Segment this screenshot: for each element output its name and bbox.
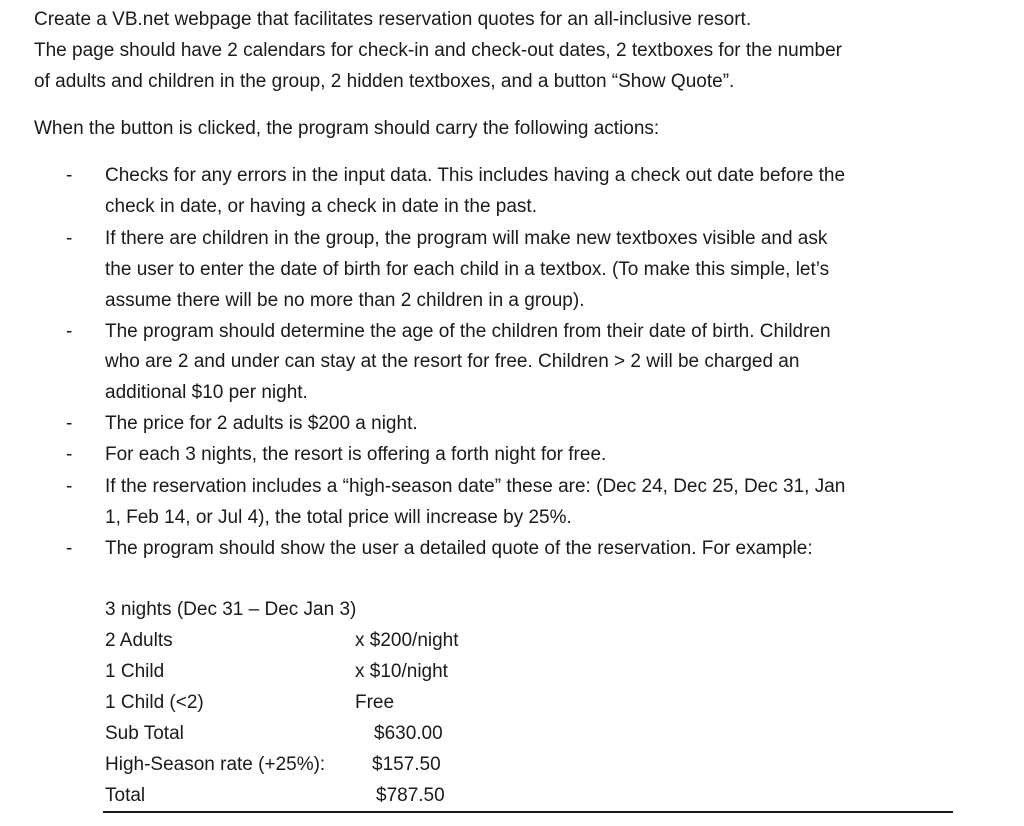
quote-row-value: x $200/night (355, 630, 459, 651)
bullet-1-line-1: Checks for any errors in the input data. This includes having a check out date before the (105, 165, 846, 186)
bullet-3-line-3: additional $10 per night. (105, 382, 308, 403)
bullet-marker: - (66, 413, 73, 434)
quote-header: 3 nights (Dec 31 – Dec Jan 3) (105, 599, 357, 620)
bullet-1-line-2: check in date, or having a check in date in the past. (105, 196, 537, 217)
bullet-3-line-2: who are 2 and under can stay at the resort for free. Children > 2 will be charged an (105, 351, 800, 372)
bullet-marker: - (66, 321, 73, 342)
quote-row-label: High-Season rate (+25%): (105, 754, 326, 775)
bullet-marker: - (66, 165, 73, 186)
intro-line-2: The page should have 2 calendars for check-in and check-out dates, 2 textboxes for the number (34, 40, 842, 61)
bullet-3-line-1: The program should determine the age of the children from their date of birth. Children (105, 321, 831, 342)
bullet-5-line-1: For each 3 nights, the resort is offering a forth night for free. (105, 444, 607, 465)
quote-high-season-value: $157.50 (372, 754, 441, 775)
bullet-2-line-2: the user to enter the date of birth for each child in a textbox. (To make this simple, let’s (105, 259, 830, 280)
bullet-7-line-1: The program should show the user a detailed quote of the reservation. For example: (105, 538, 813, 559)
quote-row-label: Sub Total (105, 723, 184, 744)
bullet-2-line-3: assume there will be no more than 2 children in a group). (105, 290, 585, 311)
intro-line-3: of adults and children in the group, 2 hidden textboxes, and a button “Show Quote”. (34, 71, 735, 92)
bullet-6-line-2: 1, Feb 14, or Jul 4), the total price will increase by 25%. (105, 507, 572, 528)
bullet-marker: - (66, 228, 73, 249)
intro-line-1: Create a VB.net webpage that facilitates reservation quotes for an all-inclusive resort. (34, 9, 752, 30)
bullet-marker: - (66, 444, 73, 465)
quote-row-label: 1 Child (105, 661, 165, 682)
quote-row-label: 2 Adults (105, 630, 173, 651)
quote-row-label: 1 Child (<2) (105, 692, 204, 713)
bullet-marker: - (66, 538, 73, 559)
bullet-4-line-1: The price for 2 adults is $200 a night. (105, 413, 418, 434)
actions-heading: When the button is clicked, the program should carry the following actions: (34, 118, 660, 139)
bullet-marker: - (66, 476, 73, 497)
bottom-rule (103, 811, 953, 813)
quote-total-value: $787.50 (376, 785, 445, 806)
quote-row-value: x $10/night (355, 661, 448, 682)
bullet-6-line-1: If the reservation includes a “high-season date” these are: (Dec 24, Dec 25, Dec 31, Jan (105, 476, 846, 497)
quote-row-label: Total (105, 785, 146, 806)
quote-row-value: Free (355, 692, 395, 713)
bullet-2-line-1: If there are children in the group, the program will make new textboxes visible and ask (105, 228, 828, 249)
quote-subtotal-value: $630.00 (374, 723, 443, 744)
